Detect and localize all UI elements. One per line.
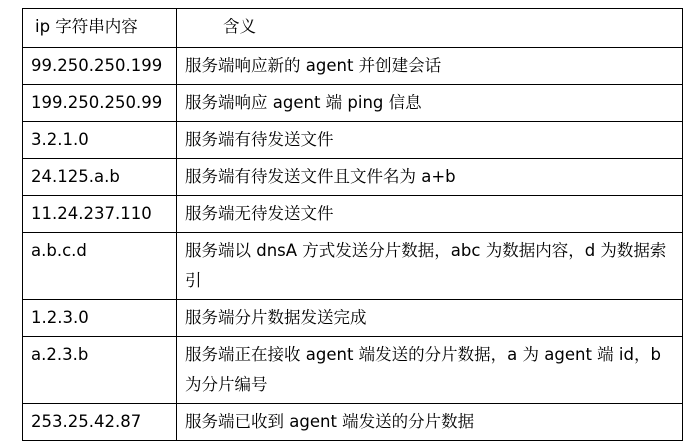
ip-cell: 253.25.42.87 [23, 404, 177, 441]
table-row [23, 122, 683, 159]
header-meaning: 含义 [177, 9, 683, 48]
ip-cell: 3.2.1.0 [23, 122, 177, 159]
meaning-cell: 服务端已收到 agent 端发送的分片数据 [177, 404, 683, 441]
ip-meaning-table [22, 8, 683, 441]
meaning-cell: 服务端响应新的 agent 并创建会话 [177, 48, 683, 85]
meaning-cell: 服务端响应 agent 端 ping 信息 [177, 85, 683, 122]
table-row [23, 337, 683, 404]
table-row [23, 85, 683, 122]
ip-cell: a.2.3.b [23, 337, 177, 404]
ip-cell: 99.250.250.199 [23, 48, 177, 85]
header-ip-content: ip 字符串内容 [23, 9, 177, 48]
meaning-cell: 服务端分片数据发送完成 [177, 300, 683, 337]
ip-cell: a.b.c.d [23, 233, 177, 300]
meaning-cell: 服务端有待发送文件且文件名为 a+b [177, 159, 683, 196]
meaning-cell: 服务端正在接收 agent 端发送的分片数据，a 为 agent 端 id，b 为分片编号 [177, 337, 683, 404]
table-row [23, 48, 683, 85]
table-row [23, 233, 683, 300]
table-row [23, 196, 683, 233]
ip-cell: 1.2.3.0 [23, 300, 177, 337]
meaning-cell: 服务端无待发送文件 [177, 196, 683, 233]
ip-cell: 24.125.a.b [23, 159, 177, 196]
meaning-cell: 服务端有待发送文件 [177, 122, 683, 159]
table-row [23, 404, 683, 441]
meaning-cell: 服务端以 dnsA 方式发送分片数据，abc 为数据内容，d 为数据索引 [177, 233, 683, 300]
table-header-row [23, 9, 683, 48]
ip-cell: 199.250.250.99 [23, 85, 177, 122]
table-row [23, 300, 683, 337]
ip-cell: 11.24.237.110 [23, 196, 177, 233]
table-row [23, 159, 683, 196]
